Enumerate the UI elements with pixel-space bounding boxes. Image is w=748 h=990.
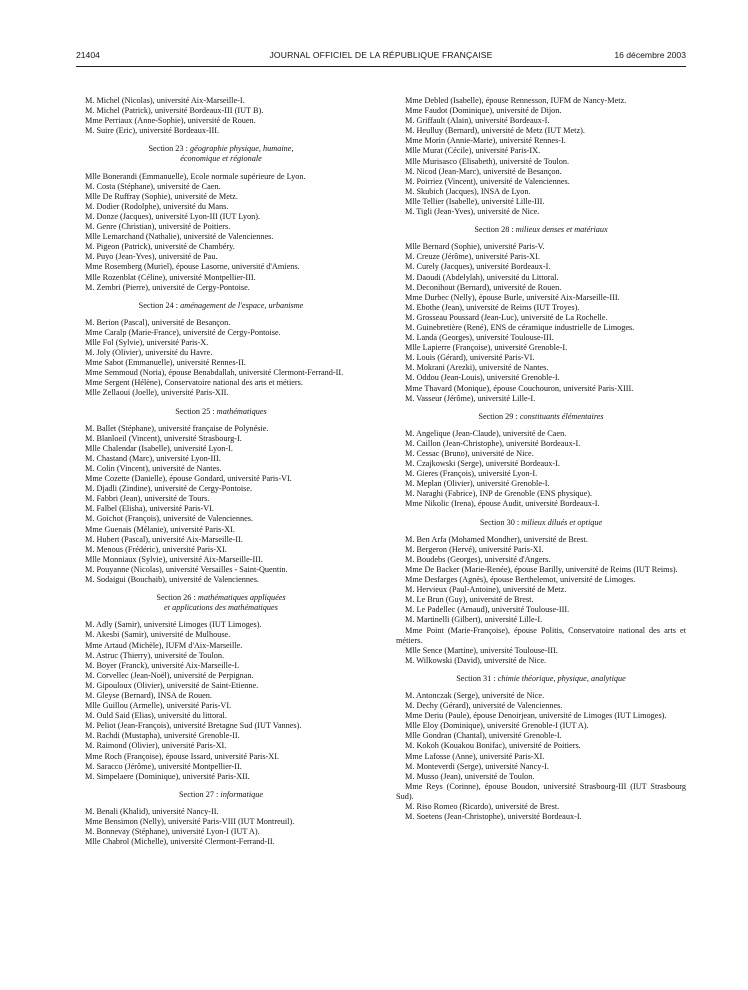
appointment-entry: Mme Sergent (Hélène), Conservatoire national des arts et métiers. bbox=[85, 378, 303, 388]
appointment-entry: M. Bergeron (Hervé), université Paris-XI. bbox=[405, 544, 544, 554]
section-heading bbox=[396, 518, 686, 528]
appointment-entry: M. Rachdi (Mustapha), université Grenoble-II. bbox=[85, 731, 240, 741]
appointment-entry: M. Peliot (Jean-François), université Bretagne Sud (IUT Vannes). bbox=[85, 721, 302, 731]
appointment-entry: Mme Reys (Corinne), épouse Boudon, université Strasbourg-III (IUT Strasbourg Sud). bbox=[396, 781, 686, 801]
section-entries bbox=[76, 424, 366, 586]
section-topic: aménagement de l'espace, urbanisme bbox=[180, 300, 304, 310]
appointment-entry: M. Wilkowski (David), université de Nice. bbox=[405, 655, 547, 665]
appointment-entry: M. Creuze (Jérôme), université Paris-XI. bbox=[405, 252, 540, 262]
appointment-entry: Mlle Tellier (Isabelle), université Lille-III. bbox=[405, 196, 545, 206]
appointment-entry: Mme Lafosse (Anne), université Paris-XI. bbox=[405, 751, 545, 761]
section-entries bbox=[396, 429, 686, 510]
appointment-entry: M. Chastand (Marc), université Lyon-III. bbox=[85, 453, 221, 463]
appointment-entry: M. Akesbi (Samir), université de Mulhouse. bbox=[85, 630, 231, 640]
page-number: 21404 bbox=[76, 50, 100, 60]
appointment-entry: M. Mokrani (Arezki), université de Nantes. bbox=[405, 363, 549, 373]
appointment-entry: M. Michel (Patrick), université Bordeaux-III (IUT B). bbox=[85, 106, 264, 116]
appointment-entry: M. Czajkowski (Serge), université Bordeaux-I. bbox=[405, 459, 560, 469]
section-heading bbox=[76, 144, 366, 164]
header-rule bbox=[76, 66, 686, 67]
appointment-entry: Mlle Guillou (Armelle), université Paris-VI. bbox=[85, 701, 232, 711]
appointment-entry: Mlle Sence (Martine), université Toulouse-III. bbox=[405, 645, 558, 655]
appointment-entry: M. Poirriez (Vincent), université de Valenciennes. bbox=[405, 176, 570, 186]
appointment-entry: Mlle Fol (Sylvie), université Paris-X. bbox=[85, 337, 209, 347]
appointment-entry: Mlle Lapierre (Françoise), université Grenoble-I. bbox=[405, 343, 568, 353]
section-heading bbox=[396, 674, 686, 684]
page-header bbox=[76, 50, 686, 64]
appointment-entry: M. Joly (Olivier), université du Havre. bbox=[85, 348, 213, 358]
appointment-entry: M. Gipouloux (Olivier), université de Saint-Etienne. bbox=[85, 680, 259, 690]
appointment-entry: Mlle Murat (Cécile), université Paris-IX. bbox=[405, 146, 541, 156]
appointment-entry: M. Astruc (Thierry), université de Toulon. bbox=[85, 650, 225, 660]
section-topic: mathématiques appliquées bbox=[197, 593, 286, 603]
appointment-entry: M. Zembri (Pierre), université de Cergy-Pontoise. bbox=[85, 282, 250, 292]
appointment-entry: Mlle Bernard (Sophie), université Paris-V. bbox=[405, 242, 545, 252]
appointment-entry: M. Caillon (Jean-Christophe), université Bordeaux-I. bbox=[405, 438, 581, 448]
appointment-entry: M. Boudebs (Georges), université d'Angers. bbox=[405, 554, 551, 564]
appointment-entry: M. Djadli (Zindine), université de Cergy-Pontoise. bbox=[85, 484, 253, 494]
appointment-entry: M. Corvellec (Jean-Noël), université de Perpignan. bbox=[85, 670, 254, 680]
appointment-entry: M. Heulluy (Bernard), université de Metz (IUT Metz). bbox=[405, 126, 585, 136]
appointment-entry: Mme Cozette (Danielle), épouse Gondard, université Paris-VI. bbox=[85, 474, 292, 484]
appointment-entry: M. Gleyse (Bernard), INSA de Rouen. bbox=[85, 690, 212, 700]
appointment-entry: M. Louis (Gérard), université Paris-VI. bbox=[405, 353, 535, 363]
section-heading bbox=[76, 790, 366, 800]
appointment-entry: M. Grosseau Poussard (Jean-Luc), université de La Rochelle. bbox=[405, 312, 608, 322]
section-heading bbox=[396, 225, 686, 235]
appointment-entry: M. Adly (Samir), université Limoges (IUT Limoges). bbox=[85, 620, 262, 630]
section-topic: géographie physique, humaine, bbox=[189, 144, 294, 154]
appointment-entry: M. Genre (Christian), université de Poitiers. bbox=[85, 222, 231, 232]
section-entries bbox=[396, 242, 686, 404]
appointment-entry: Mme Bensimon (Nelly), université Paris-VIII (IUT Montreuil). bbox=[85, 817, 295, 826]
appointment-entry: Mlle Gondran (Chantal), université Grenoble-I. bbox=[405, 731, 562, 741]
section-entries bbox=[396, 535, 686, 666]
appointment-entry: M. Le Brun (Guy), université de Brest. bbox=[405, 595, 534, 605]
appointment-entry: Mme Perriaux (Anne-Sophie), université de Rouen. bbox=[85, 116, 256, 126]
appointment-entry: Mlle Murisasco (Elisabeth), université de Toulon. bbox=[405, 156, 570, 166]
appointment-entry: M. Dechy (Gérard), université de Valenciennes. bbox=[405, 701, 563, 711]
appointment-entry: M. Landa (Georges), université Toulouse-III. bbox=[405, 333, 554, 343]
appointment-entry: Mme Thavard (Monique), épouse Couchouron, université Paris-XIII. bbox=[405, 383, 634, 393]
appointment-entry: M. Michel (Nicolas), université Aix-Marseille-I. bbox=[85, 96, 245, 105]
appointment-entry: Mlle Rozenblat (Céline), université Montpellier-III. bbox=[85, 272, 256, 282]
appointment-entry: M. Kokoh (Kouakou Bonifac), université de Poitiers. bbox=[405, 741, 581, 751]
appointment-entry: M. Ballet (Stéphane), université française de Polynésie. bbox=[85, 423, 269, 433]
section-topic: mathématiques bbox=[216, 406, 267, 416]
appointment-entry: M. Curely (Jacques), université Bordeaux-I. bbox=[405, 262, 551, 272]
appointment-entry: Mlle De Ruffray (Sophie), université de Metz. bbox=[85, 191, 238, 201]
appointment-entry: M. Simpelaere (Dominique), université Paris-XII. bbox=[85, 771, 250, 781]
section-entries bbox=[76, 318, 366, 399]
appointment-entry: M. Griffault (Alain), université Bordeaux-I. bbox=[405, 116, 550, 126]
appointment-entry: M. Le Padellec (Arnaud), université Toulouse-III. bbox=[405, 605, 570, 615]
appointment-entry: Mme Durbec (Nelly), épouse Burle, université Aix-Marseille-III. bbox=[405, 292, 620, 302]
journal-title: JOURNAL OFFICIEL DE LA RÉPUBLIQUE FRANÇAISE bbox=[269, 50, 493, 60]
appointment-entry: M. Angelique (Jean-Claude), université de Caen. bbox=[405, 428, 567, 438]
appointment-entry: M. Menous (Frédéric), université Paris-XI. bbox=[85, 544, 227, 554]
section-entries bbox=[76, 807, 366, 847]
appointment-entry: M. Suire (Eric), université Bordeaux-III. bbox=[85, 126, 220, 136]
appointment-entry: M. Ben Arfa (Mohamed Mondher), université de Brest. bbox=[405, 534, 588, 544]
appointment-entry: M. Falbel (Elisha), université Paris-VI. bbox=[85, 504, 214, 514]
appointment-entry: M. Guinebretière (René), ENS de céramique industrielle de Limoges. bbox=[405, 322, 635, 332]
appointment-entry: M. Musso (Jean), université de Toulon. bbox=[405, 771, 535, 781]
appointment-entry: Mlle Eloy (Dominique), université Grenoble-I (IUT A). bbox=[405, 721, 589, 731]
appointment-entry: Mlle Zellaoui (Joelle), université Paris-XII. bbox=[85, 388, 229, 398]
appointment-entry: Mme Rosemberg (Muriel), épouse Lasorne, université d'Amiens. bbox=[85, 262, 300, 272]
appointment-entry: Mme Morin (Annie-Marie), université Rennes-I. bbox=[405, 136, 566, 146]
appointment-entry: M. Ould Said (Elias), université du littoral. bbox=[85, 711, 227, 721]
section-heading bbox=[76, 301, 366, 311]
appointment-entry: M. Pouyanne (Nicolas), université Versailles - Saint-Quentin. bbox=[85, 564, 288, 574]
appointment-entry: M. Blanloeil (Vincent), université Strasbourg-I. bbox=[85, 433, 242, 443]
appointment-entry: M. Meplan (Olivier), université Grenoble-I. bbox=[405, 479, 550, 489]
appointment-entry: M. Daoudi (Abdelylah), université du Littoral. bbox=[405, 272, 559, 282]
appointment-entry: M. Riso Romeo (Ricardo), université de Brest. bbox=[405, 802, 560, 811]
appointment-entry: M. Nicod (Jean-Marc), université de Besançon. bbox=[405, 166, 562, 176]
appointment-entry: M. Deconihout (Bernard), université de Rouen. bbox=[405, 282, 562, 292]
appointment-entry: M. Soetens (Jean-Christophe), université Bordeaux-I. bbox=[405, 812, 582, 822]
section-heading bbox=[76, 407, 366, 417]
appointment-entry: M. Antonczak (Serge), université de Nice. bbox=[405, 690, 545, 700]
appointment-entry: Mme Sabot (Emmanuelle), université Rennes-II. bbox=[85, 358, 246, 368]
appointment-entry: Mme Semmoud (Noria), épouse Benabdallah, université Clermont-Ferrand-II. bbox=[85, 368, 344, 378]
section-topic-cont: et applications des mathématiques bbox=[164, 603, 278, 613]
appointment-entry: M. Colin (Vincent), université de Nantes. bbox=[85, 464, 222, 473]
right-column bbox=[396, 96, 686, 822]
section-heading bbox=[396, 412, 686, 422]
appointment-entry: M. Berion (Pascal), université de Besançon. bbox=[85, 317, 231, 327]
appointment-entry: Mme Nikolic (Irena), épouse Audit, université Bordeaux-I. bbox=[405, 499, 600, 509]
publication-date: 16 décembre 2003 bbox=[614, 50, 686, 60]
appointment-entry: M. Naraghi (Fabrice), INP de Grenoble (ENS physique). bbox=[405, 489, 593, 499]
section-number: Section 25 : bbox=[175, 406, 217, 416]
appointment-entry: M. Gieres (François), université Lyon-I. bbox=[405, 469, 538, 479]
appointment-entry: M. Vasseur (Jérôme), université Lille-I. bbox=[405, 393, 536, 403]
appointment-entry: M. Saracco (Jérôme), université Montpellier-II. bbox=[85, 761, 242, 771]
section-number: Section 26 : bbox=[156, 593, 198, 603]
appointment-entry: Mme Desfarges (Agnès), épouse Berthelemot, université de Limoges. bbox=[405, 575, 636, 585]
appointment-entry: M. Benali (Khalid), université Nancy-II. bbox=[85, 806, 219, 816]
appointment-entry: M. Dodier (Rodolphe), université du Mans. bbox=[85, 201, 229, 211]
appointment-entry: M. Pigeon (Patrick), université de Chambéry. bbox=[85, 242, 235, 252]
appointment-entry: Mlle Bonerandi (Emmanuelle), Ecole normale supérieure de Lyon. bbox=[85, 171, 306, 181]
appointment-entry: M. Cessac (Bruno), université de Nice. bbox=[405, 449, 534, 458]
appointment-entry: Mme Debled (Isabelle), épouse Rennesson, IUFM de Nancy-Metz. bbox=[405, 96, 627, 105]
appointment-entry: M. Costa (Stéphane), université de Caen. bbox=[85, 181, 221, 191]
intro-entries bbox=[76, 96, 366, 136]
appointment-entry: M. Bonnevay (Stéphane), université Lyon-I (IUT A). bbox=[85, 827, 260, 837]
appointment-entry: Mme Deriu (Paule), épouse Denoirjean, université de Limoges (IUT Limoges). bbox=[405, 711, 667, 721]
section-entries bbox=[76, 620, 366, 782]
appointment-entry: Mme Guenais (Mélanie), université Paris-XI. bbox=[85, 524, 235, 534]
section-topic: chimie théorique, physique, analytique bbox=[497, 673, 626, 683]
appointment-entry: Mme De Backer (Marie-Renée), épouse Barilly, université de Reims (IUT Reims). bbox=[405, 564, 678, 574]
appointment-entry: Mme Faudot (Dominique), université de Dijon. bbox=[405, 106, 562, 116]
section-entries bbox=[76, 172, 366, 293]
appointment-entry: M. Puyo (Jean-Yves), université de Pau. bbox=[85, 252, 218, 262]
section-number: Section 29 : bbox=[478, 411, 520, 421]
appointment-entry: M. Monteverdi (Serge), université Nancy-I. bbox=[405, 761, 549, 771]
section-number: Section 31 : bbox=[456, 673, 498, 683]
section-topic: milieux dilués et optique bbox=[521, 517, 603, 527]
appointment-entry: Mme Artaud (Michèle), IUFM d'Aix-Marseille. bbox=[85, 640, 243, 650]
section-entries bbox=[396, 691, 686, 822]
appointment-entry: Mlle Chabrol (Michelle), université Clermont-Ferrand-II. bbox=[85, 837, 275, 847]
appointment-entry: Mme Point (Marie-Françoise), épouse Politis, Conservatoire national des arts et métiers. bbox=[396, 625, 686, 645]
appointment-entry: M. Skubich (Jacques), INSA de Lyon. bbox=[405, 186, 531, 196]
appointment-entry: M. Hervieux (Paul-Antoine), université de Metz. bbox=[405, 585, 567, 595]
appointment-entry: M. Ebothe (Jean), université de Reims (IUT Troyes). bbox=[405, 302, 580, 312]
left-column bbox=[76, 96, 366, 847]
appointment-entry: Mme Roch (Françoise), épouse Issard, université Paris-XI. bbox=[85, 751, 280, 761]
appointment-entry: M. Oddou (Jean-Louis), université Grenoble-I. bbox=[405, 373, 560, 383]
appointment-entry: M. Fabbri (Jean), université de Tours. bbox=[85, 494, 210, 504]
appointment-entry: M. Raimond (Olivier), université Paris-XI. bbox=[85, 741, 227, 751]
appointment-entry: M. Donze (Jacques), université Lyon-III (IUT Lyon). bbox=[85, 211, 261, 221]
section-number: Section 27 : bbox=[178, 789, 221, 799]
appointment-entry: M. Boyer (Franck), université Aix-Marseille-I. bbox=[85, 660, 240, 670]
appointment-entry: Mme Caralp (Marie-France), université de Cergy-Pontoise. bbox=[85, 327, 281, 337]
section-topic-cont: économique et régionale bbox=[180, 154, 262, 164]
appointment-entry: M. Hubert (Pascal), université Aix-Marseille-II. bbox=[85, 534, 243, 544]
appointment-entry: Mlle Lemarchand (Nathalie), université de Valenciennes. bbox=[85, 232, 274, 242]
appointment-entry: M. Tigli (Jean-Yves), université de Nice. bbox=[405, 207, 540, 217]
section-number: Section 28 : bbox=[474, 225, 516, 235]
section-topic: informatique bbox=[220, 789, 264, 799]
section-topic: milieux denses et matériaux bbox=[515, 225, 608, 235]
section-number: Section 23 : bbox=[148, 144, 190, 154]
appointment-entry: M. Martinelli (Gilbert), université Lille-I. bbox=[405, 615, 543, 625]
section-number: Section 30 : bbox=[479, 517, 522, 527]
intro-entries bbox=[396, 96, 686, 217]
appointment-entry: M. Goichot (François), université de Valenciennes. bbox=[85, 514, 254, 524]
section-heading bbox=[76, 593, 366, 613]
appointment-entry: M. Sodaigui (Bouchaib), université de Valenciennes. bbox=[85, 575, 259, 585]
section-number: Section 24 : bbox=[138, 300, 181, 310]
appointment-entry: Mlle Chalendar (Isabelle), université Lyon-I. bbox=[85, 443, 233, 453]
section-topic: constituants élémentaires bbox=[519, 411, 604, 421]
appointment-entry: Mlle Monniaux (Sylvie), université Aix-Marseille-III. bbox=[85, 554, 263, 564]
